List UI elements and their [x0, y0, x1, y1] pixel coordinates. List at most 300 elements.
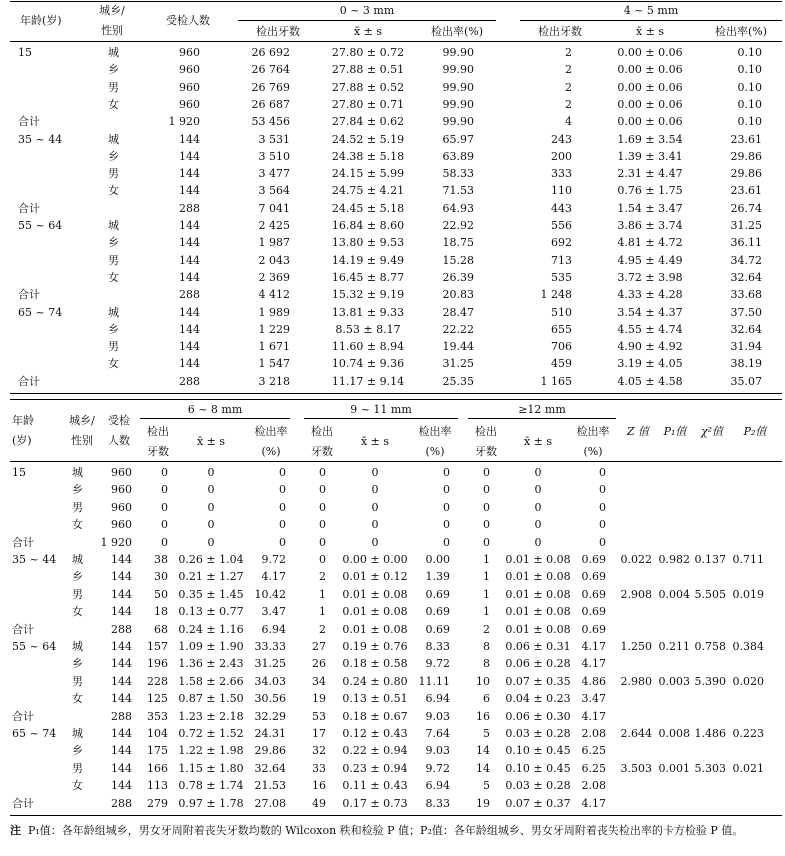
table-1-cell-a: 1 229	[258, 322, 290, 336]
table-2-header-teeth-c-2: 牙数	[475, 445, 497, 458]
table-2-cell-g: 男	[72, 761, 83, 775]
table-2-cell-b2: 0	[371, 535, 379, 549]
table-1-cell-n: 288	[179, 374, 200, 388]
table-2-cell-n: 144	[111, 605, 132, 619]
table-1-cell-b: 13.81 ± 9.33	[331, 305, 405, 319]
table-2-cell-b3: 0.69	[425, 587, 450, 601]
table-1-cell-e: 1.39 ± 3.41	[617, 149, 683, 163]
table-2-cell-b2: 0.13 ± 0.51	[342, 692, 408, 706]
table-1-cell-n: 144	[179, 270, 200, 284]
table-1-cell-f: 32.64	[730, 270, 762, 284]
table-2-cell-n: 144	[111, 657, 132, 671]
table-2-cell-n: 288	[111, 796, 132, 810]
table-2-cell-n: 144	[111, 779, 132, 793]
table-2-cell-a3: 4.17	[261, 570, 286, 584]
table-2-cell-c3: 0.69	[581, 622, 606, 636]
table-1-group-rule-4-5	[520, 20, 782, 21]
table-1-cell-b: 27.80 ± 0.71	[331, 97, 405, 111]
table-2-cell-b2: 0.24 ± 0.80	[342, 674, 408, 688]
table-2-cell-b2: 0.17 ± 0.73	[342, 796, 408, 810]
table-2-cell-c3: 0.69	[581, 605, 606, 619]
table-1-top-rule	[10, 1, 782, 2]
table-1-cell-n: 144	[179, 322, 200, 336]
table-2-cell-a2: 0.87 ± 1.50	[178, 692, 244, 706]
table-1-cell-c: 63.89	[442, 149, 474, 163]
table-1-cell-b: 10.74 ± 9.36	[331, 357, 405, 371]
table-1-cell-age: 合计	[18, 288, 40, 302]
table-2-cell-b3: 11.11	[418, 674, 450, 688]
table-2-cell-a1: 50	[154, 587, 168, 601]
table-1-cell-n: 144	[179, 253, 200, 267]
table-2-cell-a2: 0.21 ± 1.27	[178, 570, 244, 584]
table-1-cell-g: 女	[108, 270, 119, 284]
table-2-cell-n: 960	[111, 483, 132, 497]
table-1-cell-a: 3 477	[258, 167, 290, 181]
table-2-cell-a2: 0.24 ± 1.16	[178, 622, 244, 636]
table-1-cell-a: 53 456	[251, 115, 290, 129]
table-1-cell-f: 0.10	[737, 80, 762, 94]
table-1-header-exam: 受检人数	[166, 14, 210, 27]
table-2-cell-a3: 3.47	[261, 605, 286, 619]
table-2-cell-g: 城	[72, 727, 83, 740]
table-2-cell-age: 合计	[12, 796, 34, 810]
table-2-cell-a2: 0.13 ± 0.77	[178, 605, 244, 619]
table-2-cell-n: 144	[111, 674, 132, 688]
table-2-cell-c2: 0.01 ± 0.08	[505, 553, 571, 566]
table-2-cell-c1: 10	[476, 674, 490, 688]
table-1-cell-a: 3 218	[258, 374, 290, 388]
table-2-cell-c1: 1	[483, 553, 490, 566]
table-2-cell-c1: 1	[483, 587, 490, 601]
table-1-cell-n: 960	[179, 46, 200, 59]
table-2-cell-b3: 0.69	[425, 622, 450, 636]
table-2-header-exam-2: 人数	[108, 434, 130, 447]
table-2-cell-p2: 0.021	[732, 761, 764, 775]
table-1-cell-g: 男	[108, 167, 119, 181]
table-2-cell-b1: 2	[319, 622, 326, 636]
table-1-cell-b: 24.15 ± 5.99	[331, 167, 405, 181]
table-2-cell-b1: 32	[312, 744, 326, 758]
table-2-cell-c3: 6.25	[581, 744, 606, 758]
table-1-cell-a: 26 692	[251, 46, 290, 59]
table-2-cell-c1: 8	[483, 640, 490, 653]
table-2-cell-a3: 24.31	[254, 727, 286, 740]
table-1-cell-n: 288	[179, 201, 200, 215]
table-2-cell-a3: 0	[279, 483, 286, 497]
table-1-cell-a: 1 987	[258, 236, 290, 250]
table-1-cell-g: 城	[108, 219, 119, 232]
table-2-cell-c2: 0.01 ± 0.08	[505, 605, 571, 619]
table-1-cell-f: 0.10	[737, 63, 762, 77]
table-1-cell-c: 22.22	[442, 322, 474, 336]
table-1-cell-age: 55 ~ 64	[18, 219, 63, 232]
table-1-cell-d: 200	[551, 149, 572, 163]
note-text: P₁值：各年龄组城乡，男女牙周附着丧失牙数均数的 Wilcoxon 秩和检验 P 值；P₂值：各年龄组城乡、男女牙周附着丧失检出率的卡方检验 P 值。	[28, 824, 744, 837]
table-2-cell-p1: 0.001	[658, 761, 690, 775]
table-2-cell-n: 960	[111, 466, 132, 479]
table-1-cell-n: 960	[179, 97, 200, 111]
table-2-cell-b1: 2	[319, 570, 326, 584]
table-1-cell-g: 乡	[108, 236, 119, 250]
table-2-cell-c3: 0	[599, 466, 606, 479]
table-2-header-teeth-c-1: 检出	[475, 425, 497, 438]
table-2-cell-a3: 33.33	[254, 640, 286, 653]
table-2-cell-b2: 0.22 ± 0.94	[342, 744, 408, 758]
table-2-header-exam-1: 受检	[108, 414, 130, 427]
table-2-cell-c3: 0.69	[581, 570, 606, 584]
table-1-cell-c: 65.97	[442, 132, 474, 146]
table-2-cell-x2: 5.505	[694, 587, 726, 601]
table-1-cell-c: 99.90	[442, 46, 474, 59]
table-1-cell-a: 4 412	[258, 288, 290, 302]
table-2-cell-a1: 113	[147, 779, 168, 793]
table-2-cell-b1: 33	[312, 761, 326, 775]
table-2-cell-c3: 3.47	[581, 692, 606, 706]
table-2-cell-a2: 0	[207, 483, 215, 497]
table-1-cell-f: 0.10	[737, 46, 762, 59]
table-2-cell-c3: 4.17	[581, 657, 606, 671]
table-2-cell-a3: 0	[279, 466, 286, 479]
table-2-header-group-6-8: 6 ~ 8 mm	[187, 403, 243, 416]
table-2-cell-c1: 8	[483, 657, 490, 671]
table-2-cell-b2: 0.23 ± 0.94	[342, 761, 408, 775]
table-1-cell-e: 0.00 ± 0.06	[617, 80, 683, 94]
table-2-header-z: Z 值	[626, 425, 650, 438]
table-1-cell-c: 18.75	[442, 236, 474, 250]
table-1-header-rate-a: 检出率(%)	[430, 25, 484, 38]
table-2-cell-n: 144	[111, 640, 132, 653]
table-note	[10, 822, 780, 840]
table-2-cell-a3: 10.42	[254, 587, 286, 601]
table-2-cell-c2: 0.06 ± 0.31	[505, 640, 571, 653]
table-1-cell-n: 144	[179, 184, 200, 198]
table-1-cell-age: 合计	[18, 115, 40, 129]
table-2-cell-g: 女	[72, 692, 83, 706]
table-2-cell-b1: 0	[319, 535, 326, 549]
table-2-cell-a2: 1.22 ± 1.98	[178, 744, 244, 758]
table-2-cell-b1: 0	[319, 518, 326, 532]
table-1-cell-b: 27.80 ± 0.72	[331, 46, 405, 59]
table-1-header-rule	[10, 41, 782, 42]
table-1-cell-b: 24.52 ± 5.19	[331, 132, 405, 146]
table-2-cell-x2: 5.303	[694, 761, 726, 775]
table-1-cell-g: 女	[108, 184, 119, 198]
table-1-cell-f: 34.72	[730, 253, 762, 267]
table-2-cell-b1: 0	[319, 483, 326, 497]
table-1-cell-g: 乡	[108, 63, 119, 77]
table-2-cell-b3: 7.64	[425, 727, 450, 740]
table-1-cell-age: 65 ~ 74	[18, 305, 63, 319]
table-1-cell-e: 4.81 ± 4.72	[617, 236, 683, 250]
table-1-cell-d: 443	[551, 201, 572, 215]
table-2-cell-a2: 0.78 ± 1.74	[178, 779, 244, 793]
table-1-header-mean-a: x̄ ± s	[353, 25, 383, 38]
table-2-cell-a3: 30.56	[254, 692, 286, 706]
table-2-cell-a2: 0.97 ± 1.78	[178, 796, 244, 810]
table-2-cell-c1: 19	[476, 796, 490, 810]
table-1-cell-n: 144	[179, 236, 200, 250]
table-2-cell-c2: 0	[534, 483, 542, 497]
table-2-cell-c2: 0.06 ± 0.30	[505, 709, 571, 723]
table-1-cell-e: 3.19 ± 4.05	[617, 357, 683, 371]
table-2-header-teeth-a-2: 牙数	[147, 445, 169, 458]
table-2-cell-g: 女	[72, 779, 83, 793]
table-1-cell-b: 27.88 ± 0.51	[331, 63, 405, 77]
table-1-cell-c: 15.28	[442, 253, 474, 267]
table-1-cell-e: 4.95 ± 4.49	[617, 253, 683, 267]
table-2-cell-b1: 27	[312, 640, 326, 653]
table-2-cell-b3: 9.03	[425, 709, 450, 723]
table-2-cell-b2: 0.01 ± 0.08	[342, 605, 408, 619]
table-2-header-city-sex-1: 城乡/	[69, 414, 95, 427]
table-1-cell-b: 11.60 ± 8.94	[331, 340, 405, 354]
table-2-cell-n: 960	[111, 518, 132, 532]
table-1-header-group-4-5: 4 ~ 5 mm	[623, 4, 679, 17]
table-2-cell-b2: 0.12 ± 0.43	[342, 727, 408, 740]
table-1-cell-d: 4	[565, 115, 572, 129]
table-2-cell-c3: 6.25	[581, 761, 606, 775]
table-2-cell-g: 男	[72, 587, 83, 601]
table-1-cell-f: 36.11	[730, 236, 762, 250]
table-1-cell-d: 1 165	[540, 374, 572, 388]
table-1-cell-b: 27.88 ± 0.52	[331, 80, 405, 94]
table-2-cell-n: 144	[111, 761, 132, 775]
table-1-cell-b: 24.45 ± 5.18	[331, 201, 405, 215]
table-2-cell-age: 65 ~ 74	[12, 727, 57, 740]
table-2-cell-b2: 0.01 ± 0.08	[342, 587, 408, 601]
table-1-cell-f: 29.86	[730, 167, 762, 181]
table-2-cell-b1: 0	[319, 466, 326, 479]
table-2-cell-b3: 9.72	[425, 657, 450, 671]
table-1-cell-n: 144	[179, 167, 200, 181]
table-1-cell-age: 合计	[18, 201, 40, 215]
table-1-cell-c: 71.53	[442, 184, 474, 198]
table-2-cell-b2: 0.11 ± 0.43	[342, 779, 408, 793]
table-1-cell-a: 2 425	[258, 219, 290, 232]
table-1-header-teeth-b: 检出牙数	[538, 25, 582, 38]
table-2-cell-a1: 0	[161, 500, 168, 514]
table-2-header-mean-a: x̄ ± s	[196, 435, 226, 448]
table-2-cell-p2: 0.019	[732, 587, 764, 601]
table-2-header-rate-b-1: 检出率	[418, 425, 452, 438]
table-2-cell-a3: 27.08	[254, 796, 286, 810]
table-2-header-rate-c-2: (%)	[583, 445, 603, 458]
table-2-cell-c2: 0.06 ± 0.28	[505, 657, 571, 671]
table-2-cell-b2: 0	[371, 466, 379, 479]
table-1-cell-g: 女	[108, 97, 119, 111]
table-1-cell-d: 655	[551, 322, 572, 336]
table-2-cell-c2: 0	[534, 500, 542, 514]
table-1-cell-c: 58.33	[442, 167, 474, 181]
table-2-header-mean-c: x̄ ± s	[523, 435, 553, 448]
table-2-cell-b1: 0	[319, 500, 326, 514]
table-2-cell-b1: 34	[312, 674, 326, 688]
table-1-cell-f: 0.10	[737, 115, 762, 129]
table-1-cell-g: 男	[108, 253, 119, 267]
table-2-cell-c2: 0.01 ± 0.08	[505, 570, 571, 584]
table-1-cell-a: 1 547	[258, 357, 290, 371]
table-2-cell-b1: 26	[312, 657, 326, 671]
table-2-cell-c1: 1	[483, 570, 490, 584]
table-2-cell-g: 城	[72, 553, 83, 566]
table-2-cell-c3: 4.17	[581, 709, 606, 723]
table-2-cell-n: 144	[111, 570, 132, 584]
table-2-cell-a1: 68	[154, 622, 168, 636]
note-label: 注	[10, 824, 21, 837]
table-1-header-mean-b: x̄ ± s	[635, 25, 665, 38]
table-1-cell-b: 16.84 ± 8.60	[331, 219, 405, 232]
table-2-cell-c1: 2	[483, 622, 490, 636]
table-2-cell-g: 乡	[72, 483, 83, 497]
table-2-cell-a3: 32.64	[254, 761, 286, 775]
table-1-cell-e: 0.00 ± 0.06	[617, 46, 683, 59]
table-2-cell-b2: 0.01 ± 0.12	[342, 570, 408, 584]
table-2-cell-a2: 1.09 ± 1.90	[178, 640, 244, 653]
table-1-cell-f: 38.19	[730, 357, 762, 371]
table-2-cell-b2: 0.19 ± 0.76	[342, 640, 408, 653]
table-2-cell-g: 城	[72, 466, 83, 479]
table-1-cell-g: 男	[108, 340, 119, 354]
table-1-cell-e: 0.00 ± 0.06	[617, 97, 683, 111]
table-2-cell-a3: 6.94	[261, 622, 286, 636]
table-2-cell-n: 144	[111, 587, 132, 601]
table-2-cell-z: 3.503	[620, 761, 652, 775]
table-1-cell-c: 22.92	[442, 219, 474, 232]
table-1-cell-g: 城	[108, 46, 119, 59]
table-2-cell-a1: 104	[147, 727, 168, 740]
table-1-cell-e: 4.33 ± 4.28	[617, 288, 683, 302]
table-2-cell-c3: 0	[599, 483, 606, 497]
table-1-cell-e: 1.69 ± 3.54	[617, 132, 683, 146]
table-1-bottom-rule	[10, 393, 782, 394]
table-2-cell-b1: 49	[312, 796, 326, 810]
table-1-cell-e: 0.76 ± 1.75	[617, 184, 683, 198]
table-1-cell-g: 乡	[108, 149, 119, 163]
table-1-cell-n: 144	[179, 219, 200, 232]
table-2-group-rule-9-11	[304, 418, 458, 419]
table-2-cell-n: 144	[111, 692, 132, 706]
table-2-cell-a1: 279	[147, 796, 168, 810]
table-1-header-teeth-a: 检出牙数	[256, 25, 300, 38]
table-1-cell-a: 2 369	[258, 270, 290, 284]
table-2-cell-a2: 1.58 ± 2.66	[178, 674, 244, 688]
table-1-cell-f: 23.61	[730, 184, 762, 198]
table-2-cell-b2: 0.00 ± 0.00	[342, 553, 408, 566]
table-2-cell-a3: 34.03	[254, 674, 286, 688]
table-2-bottom-rule	[10, 815, 782, 816]
table-2-cell-b3: 0	[443, 535, 450, 549]
table-2-cell-age: 合计	[12, 535, 34, 549]
table-2-cell-z: 0.022	[620, 553, 652, 566]
table-1-cell-n: 144	[179, 340, 200, 354]
table-2-cell-n: 1 920	[100, 535, 132, 549]
table-2-cell-c2: 0	[534, 466, 542, 479]
table-2-cell-b3: 6.94	[425, 692, 450, 706]
table-2-cell-x2: 0.758	[694, 640, 726, 653]
table-2-cell-b1: 16	[312, 779, 326, 793]
table-2-cell-a3: 29.86	[254, 744, 286, 758]
table-1-cell-b: 24.75 ± 4.21	[331, 184, 405, 198]
table-2-cell-b1: 1	[319, 605, 326, 619]
table-2-cell-c3: 0	[599, 535, 606, 549]
table-1-cell-f: 29.86	[730, 149, 762, 163]
table-2-cell-b3: 0	[443, 466, 450, 479]
table-2-cell-c2: 0	[534, 518, 542, 532]
table-1-cell-a: 26 769	[251, 80, 290, 94]
table-2-header-p2: P₂值	[743, 425, 767, 438]
table-2-cell-a1: 228	[147, 674, 168, 688]
table-2-cell-a2: 0	[207, 535, 215, 549]
table-1-cell-c: 25.35	[442, 374, 474, 388]
table-2-cell-c2: 0.07 ± 0.37	[505, 796, 571, 810]
table-1-cell-e: 3.72 ± 3.98	[617, 270, 683, 284]
table-2-header-group-9-11: 9 ~ 11 mm	[350, 403, 412, 416]
table-1-cell-c: 99.90	[442, 97, 474, 111]
table-1-cell-a: 3 510	[258, 149, 290, 163]
table-1-cell-d: 2	[565, 80, 572, 94]
table-1-cell-d: 713	[551, 253, 572, 267]
table-1-cell-c: 28.47	[442, 305, 474, 319]
table-2-cell-c3: 4.17	[581, 796, 606, 810]
table-1-cell-e: 4.55 ± 4.74	[617, 322, 683, 336]
table-2-cell-age: 15	[12, 466, 26, 479]
table-1-cell-n: 144	[179, 305, 200, 319]
table-2-cell-x2: 5.390	[694, 674, 726, 688]
table-2-cell-c2: 0.07 ± 0.35	[505, 674, 571, 688]
table-2-cell-p1: 0.004	[658, 587, 690, 601]
table-2-cell-b1: 17	[312, 727, 326, 740]
table-2-cell-g: 女	[72, 605, 83, 619]
table-1-cell-b: 27.84 ± 0.62	[331, 115, 405, 129]
table-2-cell-c1: 0	[483, 500, 490, 514]
table-1-group-rule-0-3	[238, 20, 496, 21]
table-2-cell-c3: 4.86	[581, 674, 606, 688]
table-2-cell-n: 288	[111, 622, 132, 636]
table-1-cell-d: 1 248	[540, 288, 572, 302]
table-1-cell-e: 0.00 ± 0.06	[617, 63, 683, 77]
table-2-cell-p1: 0.003	[658, 674, 690, 688]
table-1-cell-f: 37.50	[730, 305, 762, 319]
table-1-cell-c: 99.90	[442, 80, 474, 94]
table-2-cell-a1: 0	[161, 483, 168, 497]
table-1-cell-a: 1 671	[258, 340, 290, 354]
table-2-cell-b3: 0.69	[425, 605, 450, 619]
table-1-cell-g: 乡	[108, 322, 119, 336]
table-1-cell-e: 3.54 ± 4.37	[617, 305, 683, 319]
table-1-cell-b: 11.17 ± 9.14	[331, 374, 405, 388]
table-1-cell-e: 2.31 ± 4.47	[617, 167, 683, 181]
table-2-cell-c3: 0.69	[581, 587, 606, 601]
table-2-cell-a2: 1.36 ± 2.43	[178, 657, 244, 671]
table-2-cell-a1: 353	[147, 709, 168, 723]
table-1-cell-d: 110	[551, 184, 572, 198]
table-2-cell-a1: 18	[154, 605, 168, 619]
table-2-cell-c3: 0	[599, 500, 606, 514]
table-1-header-rate-b: 检出率(%)	[714, 25, 768, 38]
table-2-cell-a1: 175	[147, 744, 168, 758]
table-1-cell-a: 2 043	[258, 253, 290, 267]
table-2-header-rate-c-1: 检出率	[576, 425, 610, 438]
table-2-cell-c2: 0	[534, 535, 542, 549]
table-2-cell-p1: 0.008	[658, 727, 690, 740]
table-2-cell-x2: 1.486	[694, 727, 726, 740]
table-1-cell-d: 510	[551, 305, 572, 319]
table-1-cell-a: 7 041	[258, 201, 290, 215]
table-2-header-teeth-a-1: 检出	[147, 425, 169, 438]
table-2-cell-a2: 0	[207, 466, 215, 479]
table-2-cell-b3: 8.33	[425, 640, 450, 653]
table-2-cell-a2: 1.23 ± 2.18	[178, 709, 244, 723]
